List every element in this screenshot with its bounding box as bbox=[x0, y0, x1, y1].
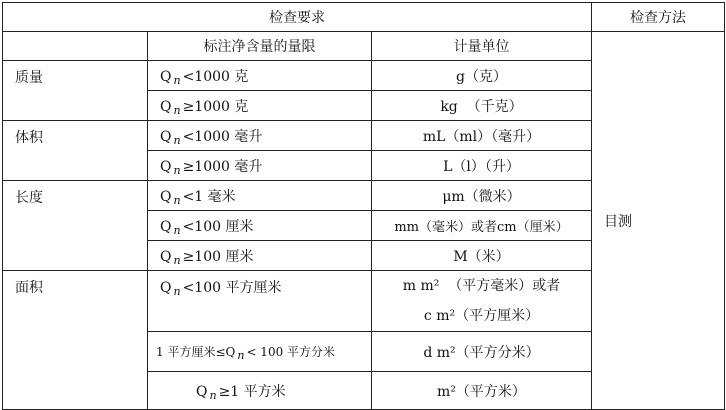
q-symbol: Q bbox=[160, 128, 172, 145]
unit-line: c m²（平方厘米） bbox=[423, 308, 540, 324]
limit-text: <100 平方厘米 bbox=[182, 280, 282, 296]
limit-cell bbox=[148, 372, 372, 410]
unit-cell bbox=[372, 271, 592, 332]
limit-text: <1 毫米 bbox=[182, 188, 236, 205]
unit-cell: d m²（平方分米） bbox=[372, 332, 592, 372]
header-limit: 标注净含量的量限 bbox=[148, 32, 372, 61]
limit-text: ≥1000 克 bbox=[182, 98, 249, 115]
subheader-row bbox=[3, 32, 725, 61]
inspection-table bbox=[2, 2, 725, 410]
subheader-empty bbox=[3, 32, 148, 61]
limit-cell bbox=[148, 211, 372, 241]
unit-cell: g（克） bbox=[372, 61, 592, 91]
unit-line: m m² （平方毫米）或者 bbox=[402, 278, 561, 294]
unit-cell: m²（平方米） bbox=[372, 372, 592, 410]
unit-cell: μm（微米） bbox=[372, 181, 592, 211]
limit-cell bbox=[148, 91, 372, 121]
unit-cell: kg （千克） bbox=[372, 91, 592, 121]
limit-text: <1000 毫升 bbox=[182, 128, 263, 145]
q-symbol: Q bbox=[160, 218, 172, 235]
limit-cell bbox=[148, 151, 372, 181]
header-requirements: 检查要求 bbox=[3, 3, 592, 32]
q-subscript: n bbox=[173, 103, 181, 117]
q-subscript: n bbox=[173, 223, 181, 237]
q-symbol: Q bbox=[160, 188, 172, 205]
limit-text: ≥1000 毫升 bbox=[182, 158, 263, 175]
q-subscript: n bbox=[173, 73, 181, 87]
q-subscript: n bbox=[237, 349, 245, 362]
q-subscript: n bbox=[173, 285, 181, 298]
limit-text: <100 厘米 bbox=[182, 218, 254, 235]
header-row bbox=[3, 3, 725, 32]
q-symbol: Q bbox=[160, 68, 172, 85]
limit-cell bbox=[148, 121, 372, 151]
category-cell: 面积 bbox=[3, 271, 148, 410]
limit-text: < 100 平方分米 bbox=[246, 345, 336, 359]
q-subscript: n bbox=[173, 253, 181, 267]
category-cell: 长度 bbox=[3, 181, 148, 271]
limit-cell bbox=[148, 241, 372, 271]
q-subscript: n bbox=[173, 193, 181, 207]
method-cell: 目测 bbox=[592, 32, 725, 410]
q-subscript: n bbox=[209, 388, 217, 402]
limit-text: <1000 克 bbox=[182, 68, 249, 85]
q-symbol: Q bbox=[196, 383, 208, 400]
q-subscript: n bbox=[173, 133, 181, 147]
limit-cell bbox=[148, 271, 372, 332]
limit-prefix: 1 平方厘米≤Q bbox=[156, 345, 236, 359]
unit-cell: L（l）（升） bbox=[372, 151, 592, 181]
limit-text: ≥100 厘米 bbox=[182, 248, 254, 265]
q-symbol: Q bbox=[160, 248, 172, 265]
unit-cell: mL（ml）（毫升） bbox=[372, 121, 592, 151]
limit-cell bbox=[148, 61, 372, 91]
limit-text: ≥1 平方米 bbox=[218, 383, 286, 400]
q-symbol: Q bbox=[160, 158, 172, 175]
q-symbol: Q bbox=[160, 98, 172, 115]
header-unit: 计量单位 bbox=[372, 32, 592, 61]
q-subscript: n bbox=[173, 163, 181, 177]
q-symbol: Q bbox=[160, 280, 172, 296]
category-cell: 体积 bbox=[3, 121, 148, 181]
limit-cell bbox=[148, 332, 372, 372]
unit-cell: mm（毫米）或者cm（厘米） bbox=[372, 211, 592, 241]
category-cell: 质量 bbox=[3, 61, 148, 121]
limit-cell bbox=[148, 181, 372, 211]
header-method: 检查方法 bbox=[592, 3, 725, 32]
unit-cell: M（米） bbox=[372, 241, 592, 271]
